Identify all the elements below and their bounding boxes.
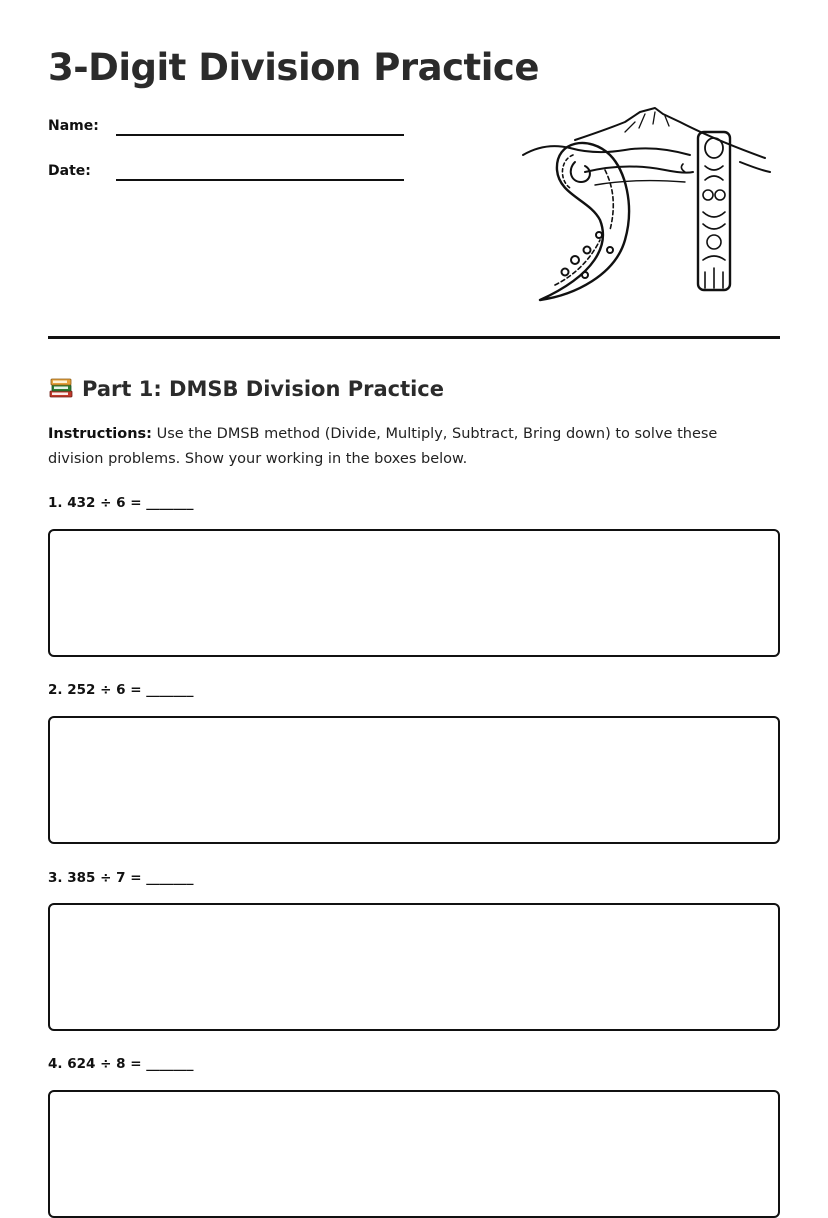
books-icon [48,374,74,400]
name-line[interactable] [116,134,404,136]
instructions [48,422,768,472]
instructions-text: Use the DMSB method (Divide, Multiply, Subtract, Bring down) to solve these division problems. Show your working in the boxes below. [48,426,718,467]
header-divider [48,336,780,339]
working-box[interactable] [48,529,780,657]
question-label: 3. 385 ÷ 7 = _______ [48,870,194,886]
question-label: 4. 624 ÷ 8 = _______ [48,1056,194,1072]
section-heading [48,374,444,401]
date-label: Date: [48,163,91,179]
working-box[interactable] [48,1090,780,1218]
name-label: Name: [48,118,99,134]
working-box[interactable] [48,903,780,1031]
page-title: 3-Digit Division Practice [48,46,539,89]
working-box[interactable] [48,716,780,844]
question-label: 2. 252 ÷ 6 = _______ [48,682,194,698]
instructions-label: Instructions: [48,426,152,442]
fern-koru-and-carved-pou-with-mountain-icon [515,100,775,305]
date-line[interactable] [116,179,404,181]
question-label: 1. 432 ÷ 6 = _______ [48,495,194,511]
section-heading-text: Part 1: DMSB Division Practice [82,377,444,401]
